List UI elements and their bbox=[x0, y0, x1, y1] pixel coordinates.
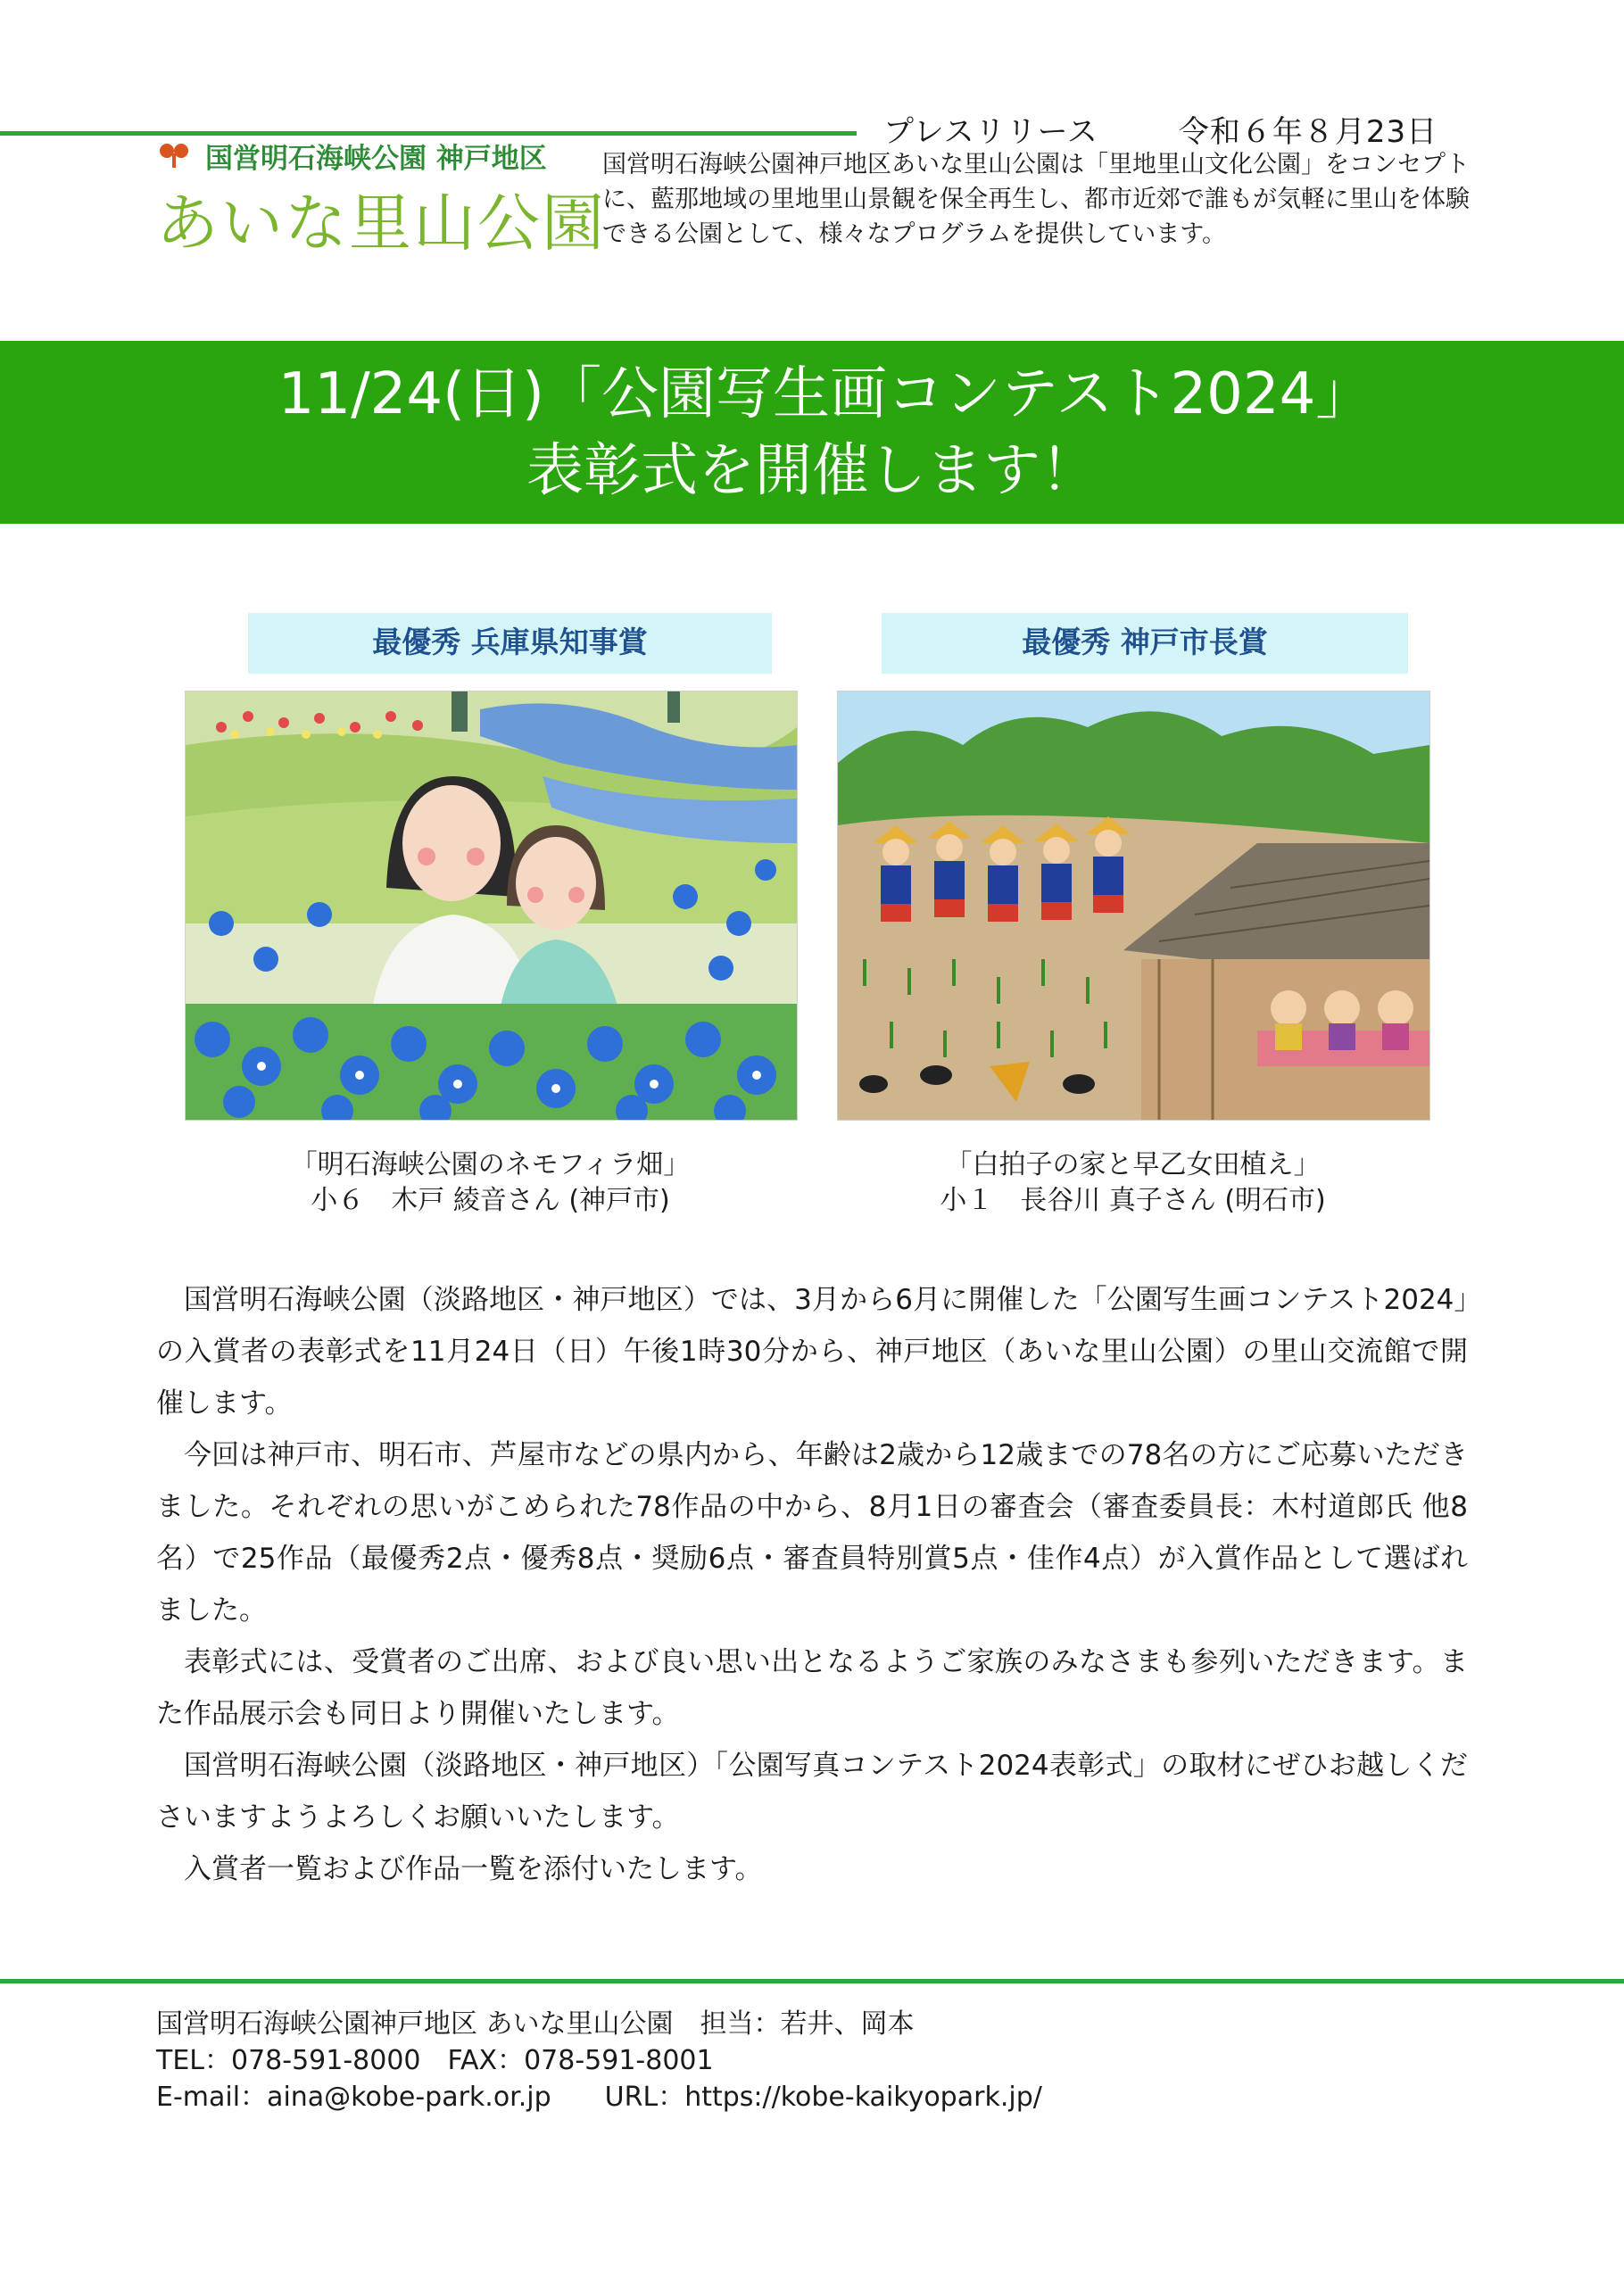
artwork-rice-planting bbox=[837, 691, 1430, 1121]
award-label-governor: 最優秀 兵庫県知事賞 bbox=[248, 613, 772, 674]
logo-subtitle: 国営明石海峡公園 神戸地区 bbox=[205, 143, 547, 175]
body-paragraph-2: 今回は神戸市、明石市、芦屋市などの県内から、年齢は2歳から12歳までの78名の方にご応募いただきました。それぞれの思いがこめられた78作品の中から、8月1日の審査会（審査委員長：木村道郎氏 他8名）で25作品（最優秀2点・優秀8点・奨励6点・審査員特別賞5点・佳作4点）が入賞作品として選ばれました。 bbox=[156, 1439, 1468, 1627]
caption-award-1 bbox=[185, 1147, 796, 1219]
award-label-mayor: 最優秀 神戸市長賞 bbox=[882, 613, 1408, 674]
artwork-nemophila-field bbox=[185, 691, 798, 1121]
artist-1: 小６ 木戸 綾音さん (神戸市) bbox=[311, 1185, 670, 1216]
artwork-title-2: 「白拍子の家と早乙女田植え」 bbox=[945, 1149, 1321, 1180]
body-paragraph-4: 国営明石海峡公園（淡路地区・神戸地区）「公園写真コンテスト2024表彰式」の取材にぜひお越しくださいますようよろしくお願いいたします。 bbox=[156, 1750, 1468, 1834]
body-text bbox=[156, 1274, 1468, 1895]
contact-line-3: E-mail：aina@kobe-park.or.jp URL：https://kobe-kaikyopark.jp/ bbox=[156, 2082, 1042, 2113]
body-paragraph-3: 表彰式には、受賞者のご出席、および良い思い出となるようご家族のみなさまも参列いただきます。また作品展示会も同日より開催いたします。 bbox=[156, 1646, 1468, 1730]
logo-leaf-icon bbox=[156, 139, 192, 170]
contact-line-1: 国営明石海峡公園神戸地区 あいな里山公園 担当：若井、岡本 bbox=[156, 2008, 915, 2040]
contact-line-2: TEL：078-591-8000 FAX：078-591-8001 bbox=[156, 2045, 714, 2076]
press-release-line bbox=[883, 107, 1438, 151]
artwork-title-1: 「明石海峡公園のネモフィラ畑」 bbox=[290, 1149, 691, 1180]
press-release-label: プレスリリース bbox=[883, 114, 1098, 150]
footer-rule bbox=[0, 1979, 1624, 1983]
caption-award-2 bbox=[837, 1147, 1429, 1219]
headline-line-1: 11/24(日)「公園写生画コンテスト2024」 bbox=[278, 361, 1373, 427]
body-paragraph-5: 入賞者一覧および作品一覧を添付いたします。 bbox=[184, 1853, 763, 1885]
nemophila-drawing bbox=[186, 691, 797, 1120]
intro-text: 国営明石海峡公園神戸地区あいな里山公園は「里地里山文化公園」をコンセプトに、藍那地域の里地里山景観を保全再生し、都市近郊で誰もが気軽に里山を体験できる公園として、様々なプログラムを提供しています。 bbox=[602, 151, 1470, 248]
artist-2: 小１ 長谷川 真子さん (明石市) bbox=[940, 1185, 1326, 1216]
rice-planting-drawing bbox=[838, 691, 1429, 1120]
body-paragraph-1: 国営明石海峡公園（淡路地区・神戸地区）では、3月から6月に開催した「公園写生画コンテスト2024」の入賞者の表彰式を11月24日（日）午後1時30分から、神戸地区（あいな里山公園）の里山交流館で開催します。 bbox=[156, 1284, 1468, 1420]
headline-banner bbox=[0, 341, 1624, 524]
park-logo bbox=[156, 134, 606, 260]
contact-footer bbox=[156, 2006, 1042, 2115]
headline-line-2: 表彰式を開催します！ bbox=[526, 438, 1098, 504]
release-date: 令和６年８月23日 bbox=[1178, 114, 1438, 150]
logo-title: あいな里山公園 bbox=[156, 186, 606, 260]
